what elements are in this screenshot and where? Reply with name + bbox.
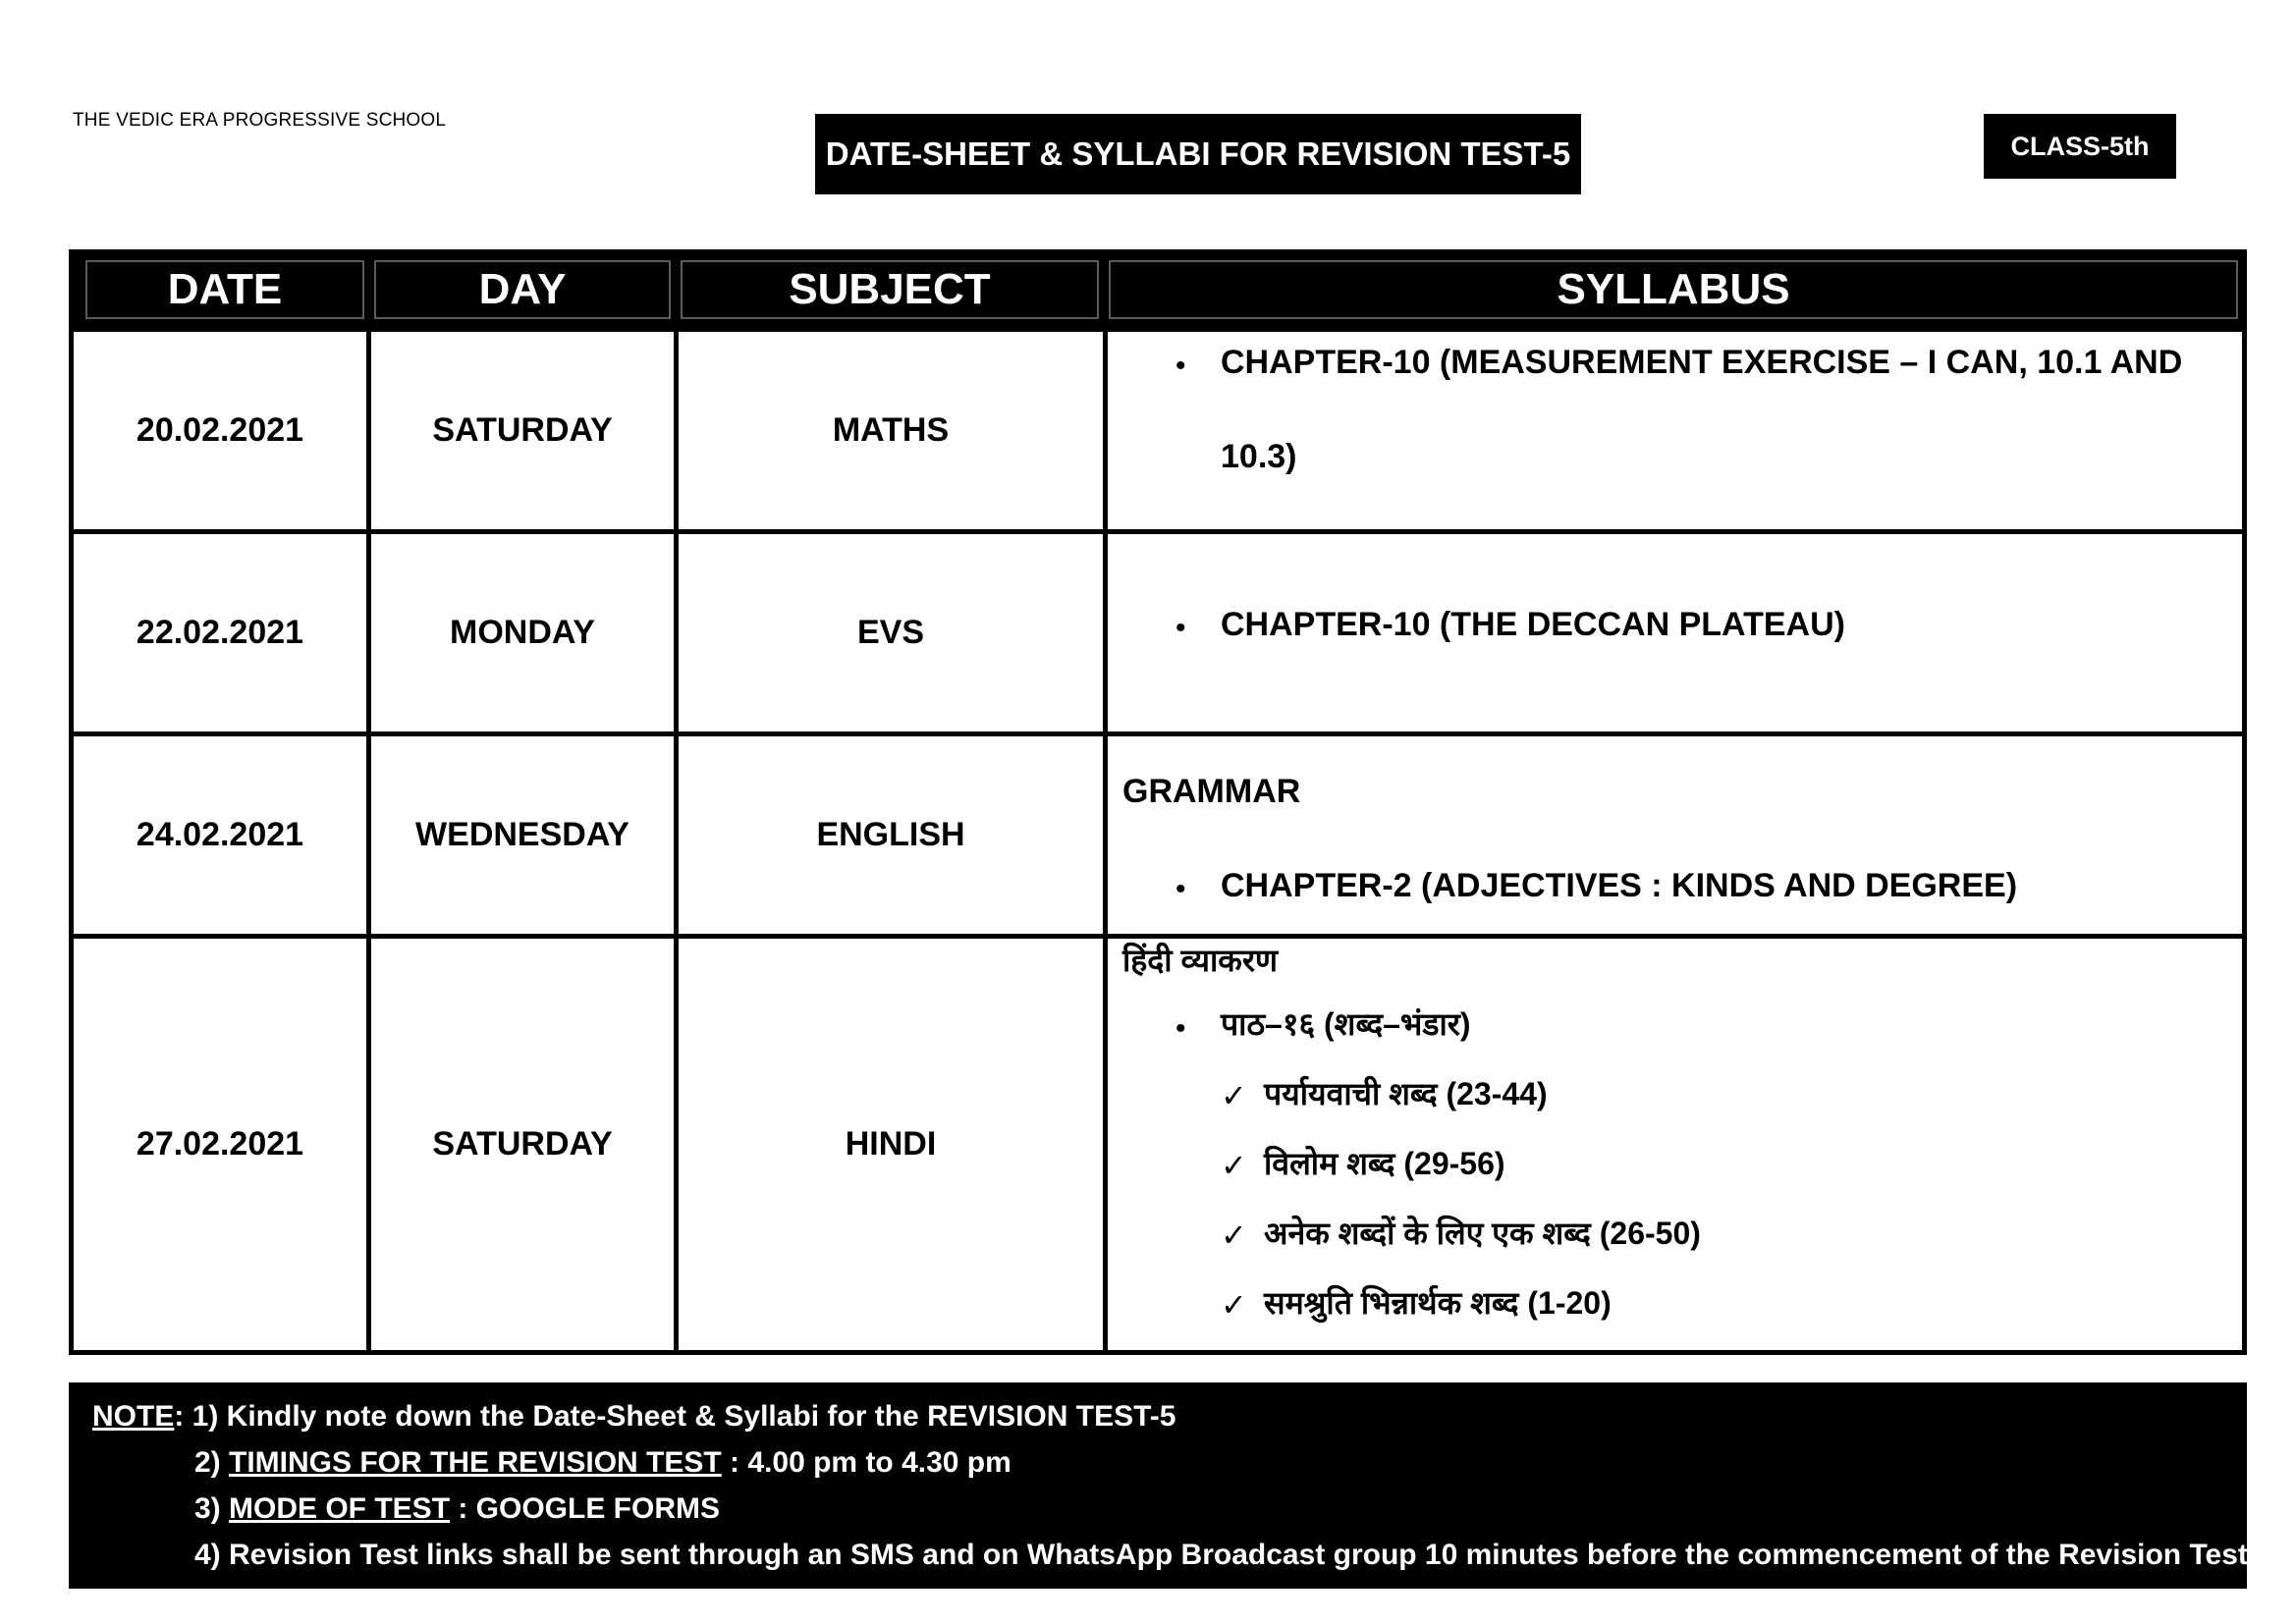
note-emphasis: TIMINGS FOR THE REVISION TEST <box>229 1446 722 1479</box>
bullet-icon: • <box>1175 612 1186 644</box>
note-text: : 1) Kindly note down the Date-Sheet & Syllabi for the REVISION TEST-5 <box>174 1400 1176 1433</box>
header-subject: SUBJECT <box>681 260 1099 319</box>
note-line-1 <box>92 1400 1175 1434</box>
page-title: DATE-SHEET & SYLLABI FOR REVISION TEST-5 <box>815 114 1581 194</box>
note-line-2 <box>194 1446 1011 1480</box>
syllabus-heading: GRAMMAR <box>1122 773 1301 810</box>
class-badge: CLASS-5th <box>1984 114 2176 179</box>
row-day: WEDNESDAY <box>415 816 629 853</box>
row-date: 22.02.2021 <box>136 614 304 651</box>
syllabus-item-continuation: 10.3) <box>1221 438 1297 475</box>
syllabus-subitem: अनेक शब्दों के लिए एक शब्द (26-50) <box>1264 1216 1701 1251</box>
note-number: 2) <box>194 1446 230 1479</box>
bullet-icon: • <box>1175 873 1186 905</box>
syllabus-heading: हिंदी व्याकरण <box>1122 943 1279 978</box>
syllabus-subitem: समश्रुति भिन्नार्थक शब्द (1-20) <box>1264 1285 1612 1321</box>
row-date: 24.02.2021 <box>136 816 304 853</box>
syllabus-item: CHAPTER-10 (MEASUREMENT EXERCISE – I CAN, 10.1 AND <box>1221 344 2183 381</box>
header-syllabus: SYLLABUS <box>1109 260 2238 319</box>
table-header <box>74 254 2242 327</box>
note-line-4: 4) Revision Test links shall be sent through an SMS and on WhatsApp Broadcast group 10 minutes before the commencement of the Revision Test. <box>194 1539 2257 1571</box>
date-sheet-table <box>69 249 2247 1355</box>
syllabus-item: CHAPTER-2 (ADJECTIVES : KINDS AND DEGREE) <box>1221 867 2018 904</box>
syllabus-subitem: पर्यायवाची शब्द (23-44) <box>1264 1076 1548 1111</box>
syllabus-subitem: विलोम शब्द (29-56) <box>1264 1146 1505 1181</box>
row-date: 27.02.2021 <box>136 1125 304 1163</box>
note-box <box>69 1382 2257 1589</box>
row-day: SATURDAY <box>432 1125 613 1163</box>
note-label: NOTE <box>92 1400 175 1433</box>
note-number: 3) <box>194 1492 230 1525</box>
row-subject: HINDI <box>845 1125 937 1163</box>
row-date: 20.02.2021 <box>136 411 304 449</box>
check-icon: ✓ <box>1221 1078 1247 1113</box>
note-emphasis: MODE OF TEST <box>229 1492 451 1525</box>
syllabus-item: CHAPTER-10 (THE DECCAN PLATEAU) <box>1221 606 1845 643</box>
row-subject: ENGLISH <box>816 816 965 853</box>
column-divider <box>1103 327 1108 1350</box>
bullet-icon: • <box>1175 350 1186 382</box>
school-name: THE VEDIC ERA PROGRESSIVE SCHOOL <box>73 110 447 131</box>
row-day: MONDAY <box>450 614 595 651</box>
note-line-3 <box>194 1492 720 1526</box>
note-text: : 4.00 pm to 4.30 pm <box>721 1446 1011 1479</box>
check-icon: ✓ <box>1221 1218 1247 1253</box>
header-date: DATE <box>85 260 364 319</box>
bullet-icon: • <box>1175 1012 1186 1045</box>
syllabus-item: पाठ–१६ (शब्द–भंडार) <box>1221 1006 1471 1042</box>
check-icon: ✓ <box>1221 1148 1247 1183</box>
row-subject: EVS <box>856 614 925 651</box>
row-subject: MATHS <box>832 411 950 449</box>
header-day: DAY <box>374 260 671 319</box>
check-icon: ✓ <box>1221 1287 1247 1323</box>
note-text: : GOOGLE FORMS <box>450 1492 721 1525</box>
row-day: SATURDAY <box>432 411 613 449</box>
